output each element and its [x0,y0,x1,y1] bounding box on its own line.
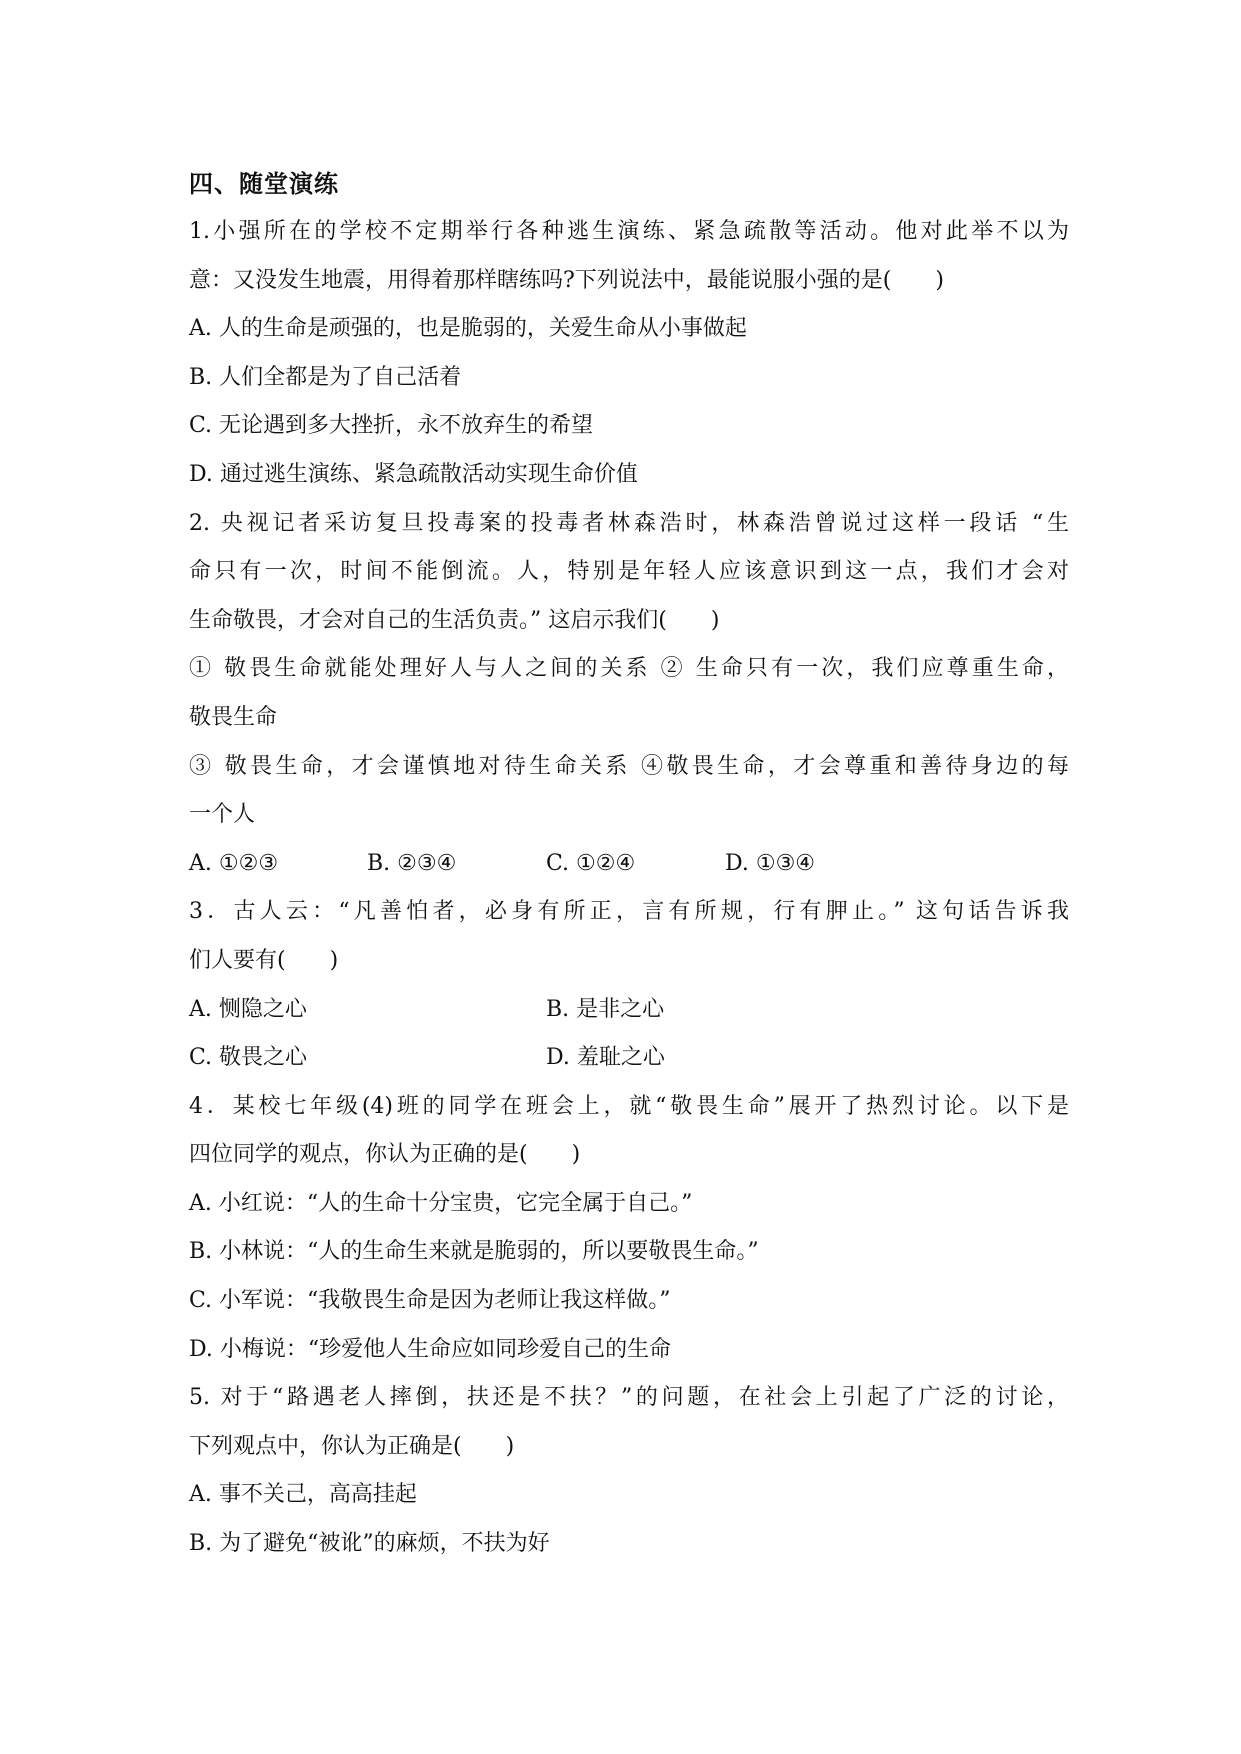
question-5-option-a: A. 事不关己，高高挂起 [189,1482,417,1508]
question-3-option-b: B. 是非之心 [546,996,665,1022]
question-2-stem-line: 2. 央视记者采访复旦投毒案的投毒者林森浩时，林森浩曾说过这样一段话 “生 [189,510,1069,536]
question-2-statement-line: ① 敬畏生命就能处理好人与人之间的关系 ② 生命只有一次，我们应尊重生命， [189,656,1069,682]
question-2-option-c: C. ①②④ [546,850,636,876]
question-2-stem-line: 命只有一次，时间不能倒流。人，特别是年轻人应该意识到这一点，我们才会对 [189,559,1069,585]
question-2-statement-line: ③ 敬畏生命，才会谨慎地对待生命关系 ④敬畏生命，才会尊重和善待身边的每 [189,753,1069,779]
question-1-stem-line: 1.小强所在的学校不定期举行各种逃生演练、紧急疏散等活动。他对此举不以为 [189,219,1069,244]
question-3-options-row [189,986,1069,1035]
section-title: 四、随堂演练 [189,170,339,198]
question-4-stem-line: 四位同学的观点，你认为正确的是( ) [189,1142,581,1168]
question-2-statement-line: 敬畏生命 [189,704,278,730]
question-4-option-d: D. 小梅说：“珍爱他人生命应如同珍爱自己的生命 [189,1336,672,1362]
question-2-options-row [189,840,1069,889]
question-1-option-c: C. 无论遇到多大挫折，永不放弃生的希望 [189,413,594,439]
question-2-statement-line: 一个人 [189,802,256,828]
question-3-stem-line: 3．古人云：“凡善怕者，必身有所正，言有所规，行有胛止。” 这句话告诉我 [189,899,1069,925]
question-4-stem-line: 4．某校七年级(4)班的同学在班会上，就“敬畏生命”展开了热烈讨论。以下是 [189,1093,1069,1119]
question-4-option-c: C. 小军说：“我敬畏生命是因为老师让我这样做。” [189,1288,671,1314]
question-3 [189,888,1069,1082]
question-2 [189,500,1069,889]
question-1-option-d: D. 通过逃生演练、紧急疏散活动实现生命价值 [189,461,638,487]
question-1-option-b: B. 人们全都是为了自己活着 [189,364,462,390]
question-4-option-a: A. 小红说：“人的生命十分宝贵，它完全属于自己。” [189,1190,693,1216]
question-2-stem-line: 生命敬畏，才会对自己的生活负责。” 这启示我们( ) [189,607,720,633]
question-1-stem-line: 意：又没发生地震，用得着那样瞎练吗?下列说法中，最能说服小强的是( ) [189,267,944,293]
question-1-option-a: A. 人的生命是顽强的，也是脆弱的，关爱生命从小事做起 [189,316,747,342]
question-5 [189,1374,1069,1568]
question-3-option-d: D. 羞耻之心 [546,1045,665,1071]
question-4 [189,1083,1069,1375]
question-5-stem-line: 下列观点中，你认为正确是( ) [189,1433,515,1459]
worksheet-page [189,160,1069,1569]
question-3-stem-line: 们人要有( ) [189,947,339,973]
question-3-options-row [189,1034,1069,1083]
question-2-option-a: A. ①②③ [189,850,279,876]
question-2-option-d: D. ①③④ [725,850,816,876]
question-3-option-c: C. 敬畏之心 [189,1045,308,1071]
question-2-option-b: B. ②③④ [367,850,457,876]
question-5-stem-line: 5. 对于“路遇老人摔倒，扶还是不扶？”的问题，在社会上引起了广泛的讨论， [189,1385,1069,1411]
question-1 [189,208,1069,500]
question-5-option-b: B. 为了避免“被讹”的麻烦，不扶为好 [189,1531,550,1557]
question-4-option-b: B. 小林说：“人的生命生来就是脆弱的，所以要敬畏生命。” [189,1239,759,1265]
question-3-option-a: A. 恻隐之心 [189,996,307,1022]
